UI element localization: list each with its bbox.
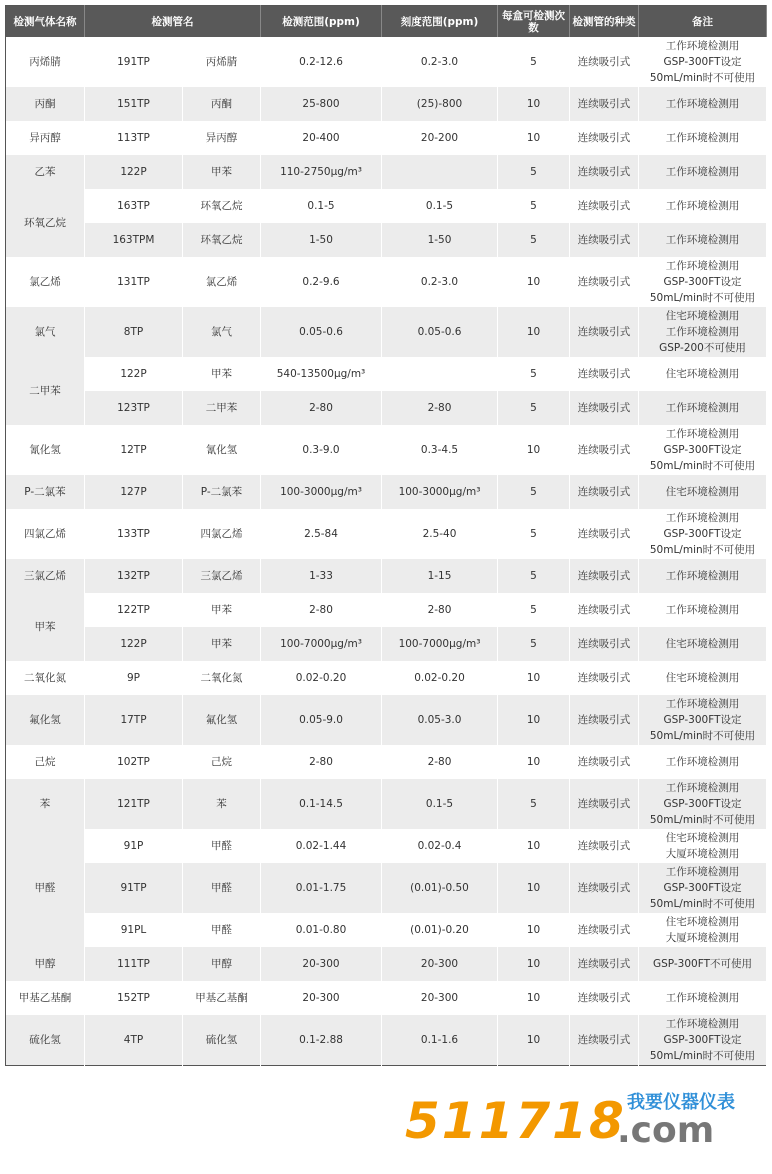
range-cell: 20-300 xyxy=(261,947,382,981)
count-cell: 10 xyxy=(498,257,570,307)
tube-code-cell: 111TP xyxy=(85,947,183,981)
count-cell: 5 xyxy=(498,189,570,223)
table-row xyxy=(6,559,767,593)
tube-code-cell: 123TP xyxy=(85,391,183,425)
logo-cn: 我要仪器仪表 xyxy=(627,1092,735,1113)
tube-code-cell: 12TP xyxy=(85,425,183,475)
gas-name-cell: 二氧化氮 xyxy=(6,661,85,695)
count-cell: 10 xyxy=(498,425,570,475)
tube-name-cell: 异丙醇 xyxy=(183,121,261,155)
tube-name-cell: 二甲苯 xyxy=(183,391,261,425)
count-cell: 10 xyxy=(498,981,570,1015)
tube-name-cell: 四氯乙烯 xyxy=(183,509,261,559)
table-row xyxy=(6,509,767,559)
tube-code-cell: 4TP xyxy=(85,1015,183,1065)
note-line: 50mL/min时不可使用 xyxy=(649,292,756,304)
range-cell: 0.02-1.44 xyxy=(261,829,382,863)
type-cell: 连续吸引式 xyxy=(570,829,639,863)
note-line: 50mL/min时不可使用 xyxy=(649,1049,756,1062)
note-line: 工作环境检测用 xyxy=(665,326,740,338)
note-line: GSP-300FT设定 xyxy=(663,444,742,456)
logo-domain: .com xyxy=(617,1110,715,1151)
table-row xyxy=(6,121,767,155)
note-line: 工作环境检测用 xyxy=(665,234,740,246)
type-cell: 连续吸引式 xyxy=(570,391,639,425)
note-line: GSP-300FT设定 xyxy=(663,528,742,540)
note-line: 工作环境检测用 xyxy=(665,698,740,710)
scale-cell: 20-300 xyxy=(382,981,498,1015)
tube-code-cell: 131TP xyxy=(85,257,183,307)
gas-name-cell: 二甲苯 xyxy=(6,357,85,425)
note-cell xyxy=(639,37,767,87)
range-cell: 0.02-0.20 xyxy=(261,661,382,695)
table-row xyxy=(6,913,767,947)
type-cell: 连续吸引式 xyxy=(570,257,639,307)
note-line: 住宅环境检测用 xyxy=(665,638,740,650)
range-cell: 1-50 xyxy=(261,223,382,257)
tube-code-cell: 9P xyxy=(85,661,183,695)
table-row xyxy=(6,863,767,913)
note-line: 住宅环境检测用 xyxy=(665,832,740,844)
tube-name-cell: 苯 xyxy=(183,779,261,829)
table-row xyxy=(6,357,767,391)
type-cell: 连续吸引式 xyxy=(570,627,639,661)
header-scale: 刻度范围(ppm) xyxy=(382,6,498,38)
note-line: 工作环境检测用 xyxy=(665,756,740,768)
count-cell: 10 xyxy=(498,947,570,981)
note-line: 住宅环境检测用 xyxy=(665,916,740,928)
note-line: 工作环境检测用 xyxy=(665,866,740,878)
range-cell: 540-13500μg/m³ xyxy=(261,357,382,391)
note-line: 50mL/min时不可使用 xyxy=(649,898,756,910)
note-cell xyxy=(639,1015,767,1065)
detector-tube-table xyxy=(5,5,767,1066)
note-line: 50mL/min时不可使用 xyxy=(649,544,756,556)
table-row xyxy=(6,307,767,357)
note-cell xyxy=(639,509,767,559)
scale-cell: 0.02-0.20 xyxy=(382,661,498,695)
tube-code-cell: 122P xyxy=(85,155,183,189)
gas-name-cell: 四氯乙烯 xyxy=(6,509,85,559)
note-line: 住宅环境检测用 xyxy=(665,310,740,322)
table-row xyxy=(6,695,767,745)
type-cell: 连续吸引式 xyxy=(570,661,639,695)
note-line: 工作环境检测用 xyxy=(665,166,740,178)
note-line: 住宅环境检测用 xyxy=(665,486,740,498)
type-cell: 连续吸引式 xyxy=(570,863,639,913)
scale-cell: 0.2-3.0 xyxy=(382,257,498,307)
tube-code-cell: 152TP xyxy=(85,981,183,1015)
type-cell: 连续吸引式 xyxy=(570,779,639,829)
gas-name-cell: 乙苯 xyxy=(6,155,85,189)
tube-name-cell: P-二氯苯 xyxy=(183,475,261,509)
scale-cell: (0.01)-0.20 xyxy=(382,913,498,947)
note-cell xyxy=(639,559,767,593)
table-row xyxy=(6,779,767,829)
scale-cell: 100-7000μg/m³ xyxy=(382,627,498,661)
type-cell: 连续吸引式 xyxy=(570,509,639,559)
range-cell: 0.1-14.5 xyxy=(261,779,382,829)
note-cell xyxy=(639,745,767,779)
type-cell: 连续吸引式 xyxy=(570,87,639,121)
gas-name-cell: 甲基乙基酮 xyxy=(6,981,85,1015)
header-tube: 检测管名 xyxy=(85,6,261,38)
tube-code-cell: 8TP xyxy=(85,307,183,357)
tube-name-cell: 氟化氢 xyxy=(183,695,261,745)
scale-cell: 0.1-5 xyxy=(382,189,498,223)
tube-name-cell: 氯气 xyxy=(183,307,261,357)
note-line: 工作环境检测用 xyxy=(665,570,740,582)
note-line: 大厦环境检测用 xyxy=(665,848,740,860)
scale-cell: 0.05-0.6 xyxy=(382,307,498,357)
gas-name-cell: 甲醇 xyxy=(6,947,85,981)
note-cell xyxy=(639,223,767,257)
scale-cell: 1-50 xyxy=(382,223,498,257)
count-cell: 10 xyxy=(498,87,570,121)
note-cell xyxy=(639,863,767,913)
type-cell: 连续吸引式 xyxy=(570,155,639,189)
table-row xyxy=(6,627,767,661)
gas-name-cell: 氯气 xyxy=(6,307,85,357)
gas-name-cell: 硫化氢 xyxy=(6,1015,85,1065)
type-cell: 连续吸引式 xyxy=(570,37,639,87)
gas-name-cell: 氯乙烯 xyxy=(6,257,85,307)
range-cell: 100-3000μg/m³ xyxy=(261,475,382,509)
table-row xyxy=(6,223,767,257)
tube-name-cell: 丙酮 xyxy=(183,87,261,121)
range-cell: 20-400 xyxy=(261,121,382,155)
gas-name-cell: 苯 xyxy=(6,779,85,829)
scale-cell xyxy=(382,357,498,391)
scale-cell: 2-80 xyxy=(382,391,498,425)
type-cell: 连续吸引式 xyxy=(570,745,639,779)
count-cell: 5 xyxy=(498,391,570,425)
tube-code-cell: 163TPM xyxy=(85,223,183,257)
note-line: GSP-200不可使用 xyxy=(659,342,746,354)
note-line: 工作环境检测用 xyxy=(665,200,740,212)
gas-name-cell: 甲醛 xyxy=(6,829,85,947)
range-cell: 25-800 xyxy=(261,87,382,121)
count-cell: 5 xyxy=(498,475,570,509)
scale-cell: 1-15 xyxy=(382,559,498,593)
note-line: 工作环境检测用 xyxy=(665,98,740,110)
count-cell: 5 xyxy=(498,357,570,391)
scale-cell: 0.1-5 xyxy=(382,779,498,829)
count-cell: 10 xyxy=(498,695,570,745)
gas-name-cell: 丙酮 xyxy=(6,87,85,121)
table-row xyxy=(6,475,767,509)
count-cell: 10 xyxy=(498,829,570,863)
note-cell xyxy=(639,627,767,661)
note-cell xyxy=(639,475,767,509)
range-cell: 1-33 xyxy=(261,559,382,593)
note-cell xyxy=(639,155,767,189)
tube-name-cell: 甲苯 xyxy=(183,593,261,627)
type-cell: 连续吸引式 xyxy=(570,121,639,155)
range-cell: 0.3-9.0 xyxy=(261,425,382,475)
tube-name-cell: 甲苯 xyxy=(183,155,261,189)
count-cell: 10 xyxy=(498,307,570,357)
range-cell: 2.5-84 xyxy=(261,509,382,559)
scale-cell: (25)-800 xyxy=(382,87,498,121)
note-cell xyxy=(639,257,767,307)
type-cell: 连续吸引式 xyxy=(570,357,639,391)
range-cell: 110-2750μg/m³ xyxy=(261,155,382,189)
scale-cell: 20-300 xyxy=(382,947,498,981)
note-line: GSP-300FT设定 xyxy=(663,714,742,726)
logo-number: 511718 xyxy=(405,1092,626,1150)
range-cell: 100-7000μg/m³ xyxy=(261,627,382,661)
gas-name-cell: 异丙醇 xyxy=(6,121,85,155)
scale-cell: 0.1-1.6 xyxy=(382,1015,498,1065)
tube-name-cell: 二氧化氮 xyxy=(183,661,261,695)
note-line: GSP-300FT设定 xyxy=(663,1033,742,1046)
note-line: 工作环境检测用 xyxy=(665,428,740,440)
tube-name-cell: 硫化氢 xyxy=(183,1015,261,1065)
table-row xyxy=(6,829,767,863)
tube-code-cell: 102TP xyxy=(85,745,183,779)
count-cell: 10 xyxy=(498,661,570,695)
range-cell: 0.01-0.80 xyxy=(261,913,382,947)
type-cell: 连续吸引式 xyxy=(570,307,639,357)
note-cell xyxy=(639,695,767,745)
tube-code-cell: 133TP xyxy=(85,509,183,559)
scale-cell: 0.05-3.0 xyxy=(382,695,498,745)
table-row xyxy=(6,981,767,1015)
gas-name-cell: 氟化氢 xyxy=(6,695,85,745)
tube-name-cell: 三氯乙烯 xyxy=(183,559,261,593)
count-cell: 5 xyxy=(498,593,570,627)
type-cell: 连续吸引式 xyxy=(570,425,639,475)
note-line: GSP-300FT不可使用 xyxy=(652,958,752,970)
type-cell: 连续吸引式 xyxy=(570,981,639,1015)
tube-name-cell: 甲醇 xyxy=(183,947,261,981)
header-range: 检测范围(ppm) xyxy=(261,6,382,38)
range-cell: 0.05-9.0 xyxy=(261,695,382,745)
scale-cell: (0.01)-0.50 xyxy=(382,863,498,913)
header-count: 每盒可检测次数 xyxy=(498,6,570,38)
tube-code-cell: 17TP xyxy=(85,695,183,745)
tube-code-cell: 122TP xyxy=(85,593,183,627)
note-line: 住宅环境检测用 xyxy=(665,368,740,380)
note-cell xyxy=(639,981,767,1015)
tube-name-cell: 氯乙烯 xyxy=(183,257,261,307)
type-cell: 连续吸引式 xyxy=(570,1015,639,1065)
scale-cell: 2-80 xyxy=(382,745,498,779)
scale-cell xyxy=(382,155,498,189)
range-cell: 0.1-5 xyxy=(261,189,382,223)
count-cell: 5 xyxy=(498,223,570,257)
range-cell: 0.2-9.6 xyxy=(261,257,382,307)
tube-name-cell: 环氧乙烷 xyxy=(183,189,261,223)
note-cell xyxy=(639,913,767,947)
note-cell xyxy=(639,779,767,829)
tube-code-cell: 122P xyxy=(85,357,183,391)
tube-code-cell: 122P xyxy=(85,627,183,661)
tube-name-cell: 氰化氢 xyxy=(183,425,261,475)
note-line: 50mL/min时不可使用 xyxy=(649,460,756,472)
tube-code-cell: 91TP xyxy=(85,863,183,913)
range-cell: 2-80 xyxy=(261,593,382,627)
note-line: 工作环境检测用 xyxy=(665,1017,740,1030)
note-line: GSP-300FT设定 xyxy=(663,798,742,810)
note-line: 工作环境检测用 xyxy=(665,40,740,52)
table-row xyxy=(6,947,767,981)
note-line: 大厦环境检测用 xyxy=(665,932,740,944)
header-row xyxy=(6,6,767,38)
tube-code-cell: 113TP xyxy=(85,121,183,155)
tube-name-cell: 甲醛 xyxy=(183,863,261,913)
tube-code-cell: 151TP xyxy=(85,87,183,121)
note-line: GSP-300FT设定 xyxy=(663,276,742,288)
table-row xyxy=(6,745,767,779)
header-note: 备注 xyxy=(639,6,767,38)
tube-code-cell: 127P xyxy=(85,475,183,509)
note-cell xyxy=(639,661,767,695)
tube-name-cell: 甲苯 xyxy=(183,357,261,391)
range-cell: 2-80 xyxy=(261,391,382,425)
count-cell: 10 xyxy=(498,121,570,155)
gas-name-cell: 三氯乙烯 xyxy=(6,559,85,593)
scale-cell: 20-200 xyxy=(382,121,498,155)
note-cell xyxy=(639,87,767,121)
table-row xyxy=(6,391,767,425)
gas-name-cell: P-二氯苯 xyxy=(6,475,85,509)
tube-name-cell: 丙烯腈 xyxy=(183,37,261,87)
note-line: 工作环境检测用 xyxy=(665,992,740,1004)
note-cell xyxy=(639,121,767,155)
header-gas: 检测气体名称 xyxy=(6,6,85,38)
gas-name-cell: 环氧乙烷 xyxy=(6,189,85,257)
scale-cell: 0.3-4.5 xyxy=(382,425,498,475)
note-line: 50mL/min时不可使用 xyxy=(649,72,756,84)
range-cell: 0.05-0.6 xyxy=(261,307,382,357)
note-cell xyxy=(639,307,767,357)
note-cell xyxy=(639,357,767,391)
table-row xyxy=(6,1015,767,1065)
count-cell: 10 xyxy=(498,863,570,913)
note-line: 工作环境检测用 xyxy=(665,512,740,524)
type-cell: 连续吸引式 xyxy=(570,223,639,257)
type-cell: 连续吸引式 xyxy=(570,593,639,627)
note-line: 工作环境检测用 xyxy=(665,402,740,414)
table-row xyxy=(6,257,767,307)
note-cell xyxy=(639,391,767,425)
scale-cell: 100-3000μg/m³ xyxy=(382,475,498,509)
tube-code-cell: 132TP xyxy=(85,559,183,593)
note-cell xyxy=(639,829,767,863)
count-cell: 5 xyxy=(498,37,570,87)
type-cell: 连续吸引式 xyxy=(570,559,639,593)
header-type: 检测管的种类 xyxy=(570,6,639,38)
tube-code-cell: 91P xyxy=(85,829,183,863)
type-cell: 连续吸引式 xyxy=(570,947,639,981)
count-cell: 5 xyxy=(498,509,570,559)
gas-name-cell: 氰化氢 xyxy=(6,425,85,475)
range-cell: 0.1-2.88 xyxy=(261,1015,382,1065)
note-line: GSP-300FT设定 xyxy=(663,56,742,68)
tube-name-cell: 己烷 xyxy=(183,745,261,779)
table-row xyxy=(6,189,767,223)
tube-name-cell: 甲醛 xyxy=(183,829,261,863)
tube-name-cell: 环氧乙烷 xyxy=(183,223,261,257)
count-cell: 5 xyxy=(498,627,570,661)
note-line: 住宅环境检测用 xyxy=(665,672,740,684)
tube-code-cell: 163TP xyxy=(85,189,183,223)
range-cell: 0.2-12.6 xyxy=(261,37,382,87)
tube-name-cell: 甲基乙基酮 xyxy=(183,981,261,1015)
tube-name-cell: 甲苯 xyxy=(183,627,261,661)
tube-code-cell: 91PL xyxy=(85,913,183,947)
gas-name-cell: 己烷 xyxy=(6,745,85,779)
count-cell: 10 xyxy=(498,913,570,947)
count-cell: 10 xyxy=(498,1015,570,1065)
scale-cell: 2.5-40 xyxy=(382,509,498,559)
gas-name-cell: 丙烯腈 xyxy=(6,37,85,87)
type-cell: 连续吸引式 xyxy=(570,913,639,947)
scale-cell: 0.02-0.4 xyxy=(382,829,498,863)
scale-cell: 0.2-3.0 xyxy=(382,37,498,87)
table-row xyxy=(6,87,767,121)
table-row xyxy=(6,593,767,627)
scale-cell: 2-80 xyxy=(382,593,498,627)
tube-code-cell: 121TP xyxy=(85,779,183,829)
tube-name-cell: 甲醛 xyxy=(183,913,261,947)
tube-code-cell: 191TP xyxy=(85,37,183,87)
note-line: 工作环境检测用 xyxy=(665,132,740,144)
table-row xyxy=(6,37,767,87)
type-cell: 连续吸引式 xyxy=(570,189,639,223)
note-cell xyxy=(639,947,767,981)
note-cell xyxy=(639,189,767,223)
note-cell xyxy=(639,425,767,475)
range-cell: 0.01-1.75 xyxy=(261,863,382,913)
count-cell: 5 xyxy=(498,155,570,189)
count-cell: 10 xyxy=(498,745,570,779)
note-line: 50mL/min时不可使用 xyxy=(649,814,756,826)
note-cell xyxy=(639,593,767,627)
note-line: 工作环境检测用 xyxy=(665,782,740,794)
count-cell: 5 xyxy=(498,559,570,593)
range-cell: 2-80 xyxy=(261,745,382,779)
range-cell: 20-300 xyxy=(261,981,382,1015)
type-cell: 连续吸引式 xyxy=(570,475,639,509)
note-line: 工作环境检测用 xyxy=(665,260,740,272)
table-row xyxy=(6,425,767,475)
gas-name-cell: 甲苯 xyxy=(6,593,85,661)
table-row xyxy=(6,661,767,695)
table-row xyxy=(6,155,767,189)
type-cell: 连续吸引式 xyxy=(570,695,639,745)
note-line: 工作环境检测用 xyxy=(665,604,740,616)
note-line: 50mL/min时不可使用 xyxy=(649,730,756,742)
count-cell: 5 xyxy=(498,779,570,829)
note-line: GSP-300FT设定 xyxy=(663,882,742,894)
